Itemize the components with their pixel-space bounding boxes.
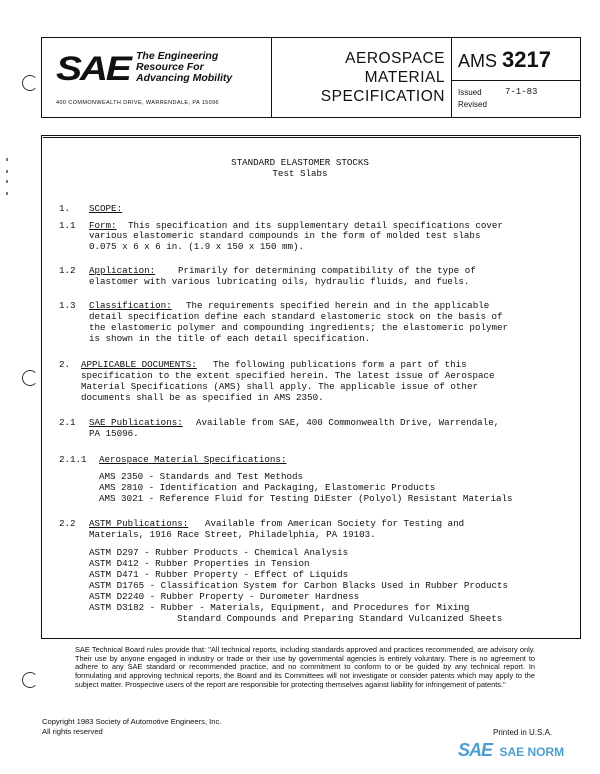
paragraph-line: the elastomeric polymer and compounding ingredients; the elastomeric polymer: [89, 322, 509, 333]
margin-tick: [6, 192, 8, 195]
watermark-text: SAE NORM: [499, 745, 565, 759]
section-heading: APPLICABLE DOCUMENTS:: [81, 359, 197, 370]
punch-hole-mark: [22, 75, 38, 91]
paragraph-line: various elastomeric standard compounds in the form of molded test slabs: [89, 230, 481, 241]
paragraph-line: documents shall be as specified in AMS 2350.: [81, 392, 324, 403]
section-heading: SCOPE:: [89, 203, 123, 214]
spec-title-cell: [271, 38, 452, 117]
tagline-line: Resource For: [136, 61, 204, 73]
paragraph-line: 0.075 x 6 x 6 in. (1.9 x 150 x 150 mm).: [89, 241, 305, 252]
reference-item: ASTM D471 - Rubber Property - Effect of Liquids: [89, 569, 349, 580]
paragraph-line: Available from SAE, 400 Commonwealth Drive, Warrendale,: [196, 417, 500, 428]
section-number: 2.1.1: [59, 454, 87, 465]
ams-prefix: AMS: [458, 51, 498, 71]
tagline-line: The Engineering: [136, 50, 219, 62]
section-heading: SAE Publications:: [89, 417, 183, 428]
paragraph-line: Materials, 1916 Race Street, Philadelphia, PA 19103.: [89, 529, 376, 540]
section-heading: Form:: [89, 220, 117, 231]
reference-item: ASTM D412 - Rubber Properties in Tension: [89, 558, 310, 569]
section-heading: ASTM Publications:: [89, 518, 189, 529]
watermark: [458, 740, 564, 761]
section-number: 1.: [59, 203, 71, 214]
document-title: STANDARD ELASTOMER STOCKS: [231, 157, 369, 168]
paragraph-line: The requirements specified herein and in the applicable: [186, 300, 490, 311]
technical-board-note: SAE Technical Board rules provide that: "All technical reports, including standards approved and practices recommended, are advisory only. Their use by anyone engaged in industry or trade or their use by governmental agencies is entirely voluntary. There is no agreement to adhere to any SAE standard or recommended practice, and no commitment to conform to or be guided by any technical report. In formulating and approving technical reports, the Board and its Committees will not investigate or consider patents which may apply to the subject matter. Prospective users of the report are responsible for protecting themselves against liability for infringement of patents.": [75, 645, 535, 689]
margin-tick: [6, 180, 8, 183]
reference-item: AMS 2810 - Identification and Packaging, Elastomeric Products: [99, 482, 436, 493]
section-heading: Classification:: [89, 300, 172, 311]
reference-item: ASTM D3182 - Rubber - Materials, Equipment, and Procedures for Mixing: [89, 602, 470, 613]
paragraph-line: This specification and its supplementary detail specifications cover: [128, 220, 503, 231]
punch-hole-mark: [22, 370, 38, 386]
spec-title-line: SPECIFICATION: [320, 88, 445, 105]
section-number: 1.1: [59, 220, 76, 231]
paragraph-line: Available from American Society for Testing and: [205, 518, 465, 529]
section-number: 1.3: [59, 300, 76, 311]
section-heading: Application:: [89, 265, 156, 276]
paragraph-line: PA 15096.: [89, 428, 139, 439]
paragraph-line: Material Specifications (AMS) shall apply. The applicable issue of other: [81, 381, 478, 392]
reference-item: AMS 2350 - Standards and Test Methods: [99, 471, 303, 482]
section-number: 1.2: [59, 265, 76, 276]
paragraph-line: Primarily for determining compatibility of the type of: [178, 265, 476, 276]
paragraph-line: detail specification define each standard elastomeric stock on the basis of: [89, 311, 503, 322]
sae-address: 400 COMMONWEALTH DRIVE, WARRENDALE, PA 15096: [56, 100, 219, 106]
spec-title-line: MATERIAL: [364, 69, 445, 86]
ams-cell: [452, 38, 581, 117]
spec-title-line: AEROSPACE: [345, 50, 445, 67]
section-number: 2.1: [59, 417, 76, 428]
paragraph-line: specification to the extent specified herein. The latest issue of Aerospace: [81, 370, 495, 381]
issued-date: 7-1-83: [505, 87, 538, 97]
reference-item: ASTM D1765 - Classification System for Carbon Blacks Used in Rubber Products: [89, 580, 509, 591]
copyright-line: Copyright 1983 Society of Automotive Engineers, Inc.: [42, 717, 222, 726]
document-header: [41, 37, 581, 118]
paragraph-line: The following publications form a part of this: [213, 359, 467, 370]
paragraph-line: is shown in the title of each detail specification.: [89, 333, 371, 344]
copyright: [42, 717, 221, 737]
document-subtitle: Test Slabs: [272, 168, 328, 179]
tagline-line: Advancing Mobility: [136, 72, 233, 84]
section-number: 2.: [59, 359, 71, 370]
reference-item: Standard Compounds and Preparing Standard Vulcanized Sheets: [177, 613, 503, 624]
punch-hole-mark: [22, 672, 38, 688]
section-heading: Aerospace Material Specifications:: [99, 454, 287, 465]
printed-in: Printed in U.S.A.: [493, 728, 553, 737]
rights-line: All rights reserved: [42, 727, 103, 736]
revised-label: Revised: [458, 100, 487, 109]
sae-logo: SAE: [56, 50, 130, 88]
reference-item: ASTM D297 - Rubber Products - Chemical Analysis: [89, 547, 349, 558]
section-number: 2.2: [59, 518, 76, 529]
ams-number: [452, 38, 581, 81]
issued-label: Issued: [458, 88, 482, 97]
tagline: [136, 51, 232, 84]
paragraph-line: elastomer with various lubricating oils, hydraulic fluids, and fuels.: [89, 276, 470, 287]
ams-number-value: 3217: [502, 47, 551, 72]
reference-item: AMS 3021 - Reference Fluid for Testing DiEster (Polyol) Resistant Materials: [99, 493, 513, 504]
watermark-logo: SAE: [458, 740, 493, 760]
logo-cell: [42, 38, 272, 117]
reference-item: ASTM D2240 - Rubber Property - Durometer Hardness: [89, 591, 360, 602]
